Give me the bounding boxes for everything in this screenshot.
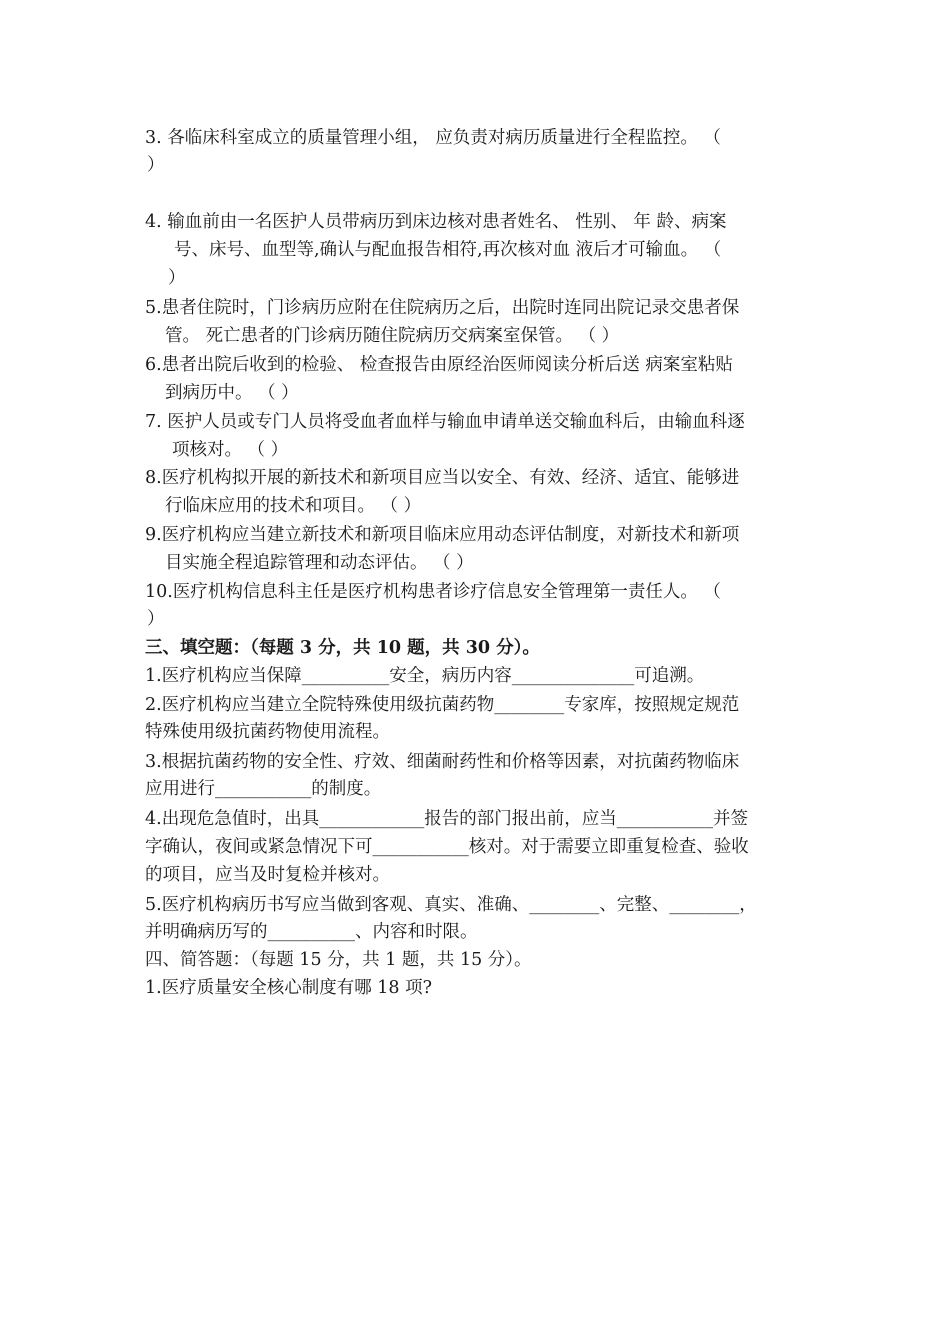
question-line: 2.医疗机构应当建立全院特殊使用级抗菌药物________专家库，按照规定规范 <box>145 695 740 715</box>
question-line: ） <box>147 609 165 629</box>
question-line: 6.患者出院后收到的检验、 检查报告由原经治医师阅读分析后送 病案室粘贴 <box>145 355 733 375</box>
section-heading-short-answer: 四、简答题：（每题 15 分，共 1 题，共 15 分）。 <box>145 950 532 970</box>
question-line: ） <box>168 268 186 288</box>
question-line: 并明确病历写的__________、内容和时限。 <box>145 922 478 942</box>
question-line: 7. 医护人员或专门人员将受血者血样与输血申请单送交输血科后，由输血科逐 <box>145 412 745 432</box>
question-line: 1.医疗机构应当保障__________安全，病历内容______________可追溯。 <box>145 666 705 686</box>
question-line: 行临床应用的技术和项目。 （ ） <box>165 496 422 516</box>
question-line: 10.医疗机构信息科主任是医疗机构患者诊疗信息安全管理第一责任人。 （ <box>145 582 721 602</box>
question-line: 3.根据抗菌药物的安全性、疗效、细菌耐药性和价格等因素，对抗菌药物临床 <box>145 752 740 772</box>
question-line: 管。 死亡患者的门诊病历随住院病历交病案室保管。 （ ） <box>165 326 620 346</box>
question-line: 号、床号、血型等,确认与配血报告相符,再次核对血 液后才可输血。 （ <box>174 240 722 260</box>
question-line: 8.医疗机构拟开展的新技术和新项目应当以安全、有效、经济、适宜、能够进 <box>145 468 740 488</box>
question-line: 的项目，应当及时复检并核对。 <box>145 865 390 885</box>
question-line: 4.出现危急值时，出具____________报告的部门报出前，应当___________并签 <box>145 809 748 829</box>
question-line: 3. 各临床科室成立的质量管理小组， 应负责对病历质量进行全程监控。 （ <box>145 128 721 148</box>
question-line: 字确认，夜间或紧急情况下可___________核对。对于需要立即重复检查、验收 <box>145 837 749 857</box>
question-line: ） <box>147 155 165 175</box>
question-line: 到病历中。 （ ） <box>165 383 299 403</box>
question-line: 特殊使用级抗菌药物使用流程。 <box>145 722 390 742</box>
question-line: 项核对。 （ ） <box>172 440 289 460</box>
question-line: 目实施全程追踪管理和动态评估。 （ ） <box>165 553 474 573</box>
question-line: 5.患者住院时，门诊病历应附在住院病历之后，出院时连同出院记录交患者保 <box>145 298 740 318</box>
section-heading-fill-blank: 三、填空题：（每题 3 分，共 10 题，共 30 分）。 <box>145 638 540 658</box>
question-line: 应用进行___________的制度。 <box>145 779 382 799</box>
question-line: 5.医疗机构病历书写应当做到客观、真实、准确、________、完整、________， <box>145 895 757 915</box>
question-line: 4. 输血前由一名医护人员带病历到床边核对患者姓名、 性别、 年 龄、病案 <box>145 212 727 232</box>
question-line: 1.医疗质量安全核心制度有哪 18 项? <box>145 978 432 998</box>
question-line: 9.医疗机构应当建立新技术和新项目临床应用动态评估制度，对新技术和新项 <box>145 525 740 545</box>
